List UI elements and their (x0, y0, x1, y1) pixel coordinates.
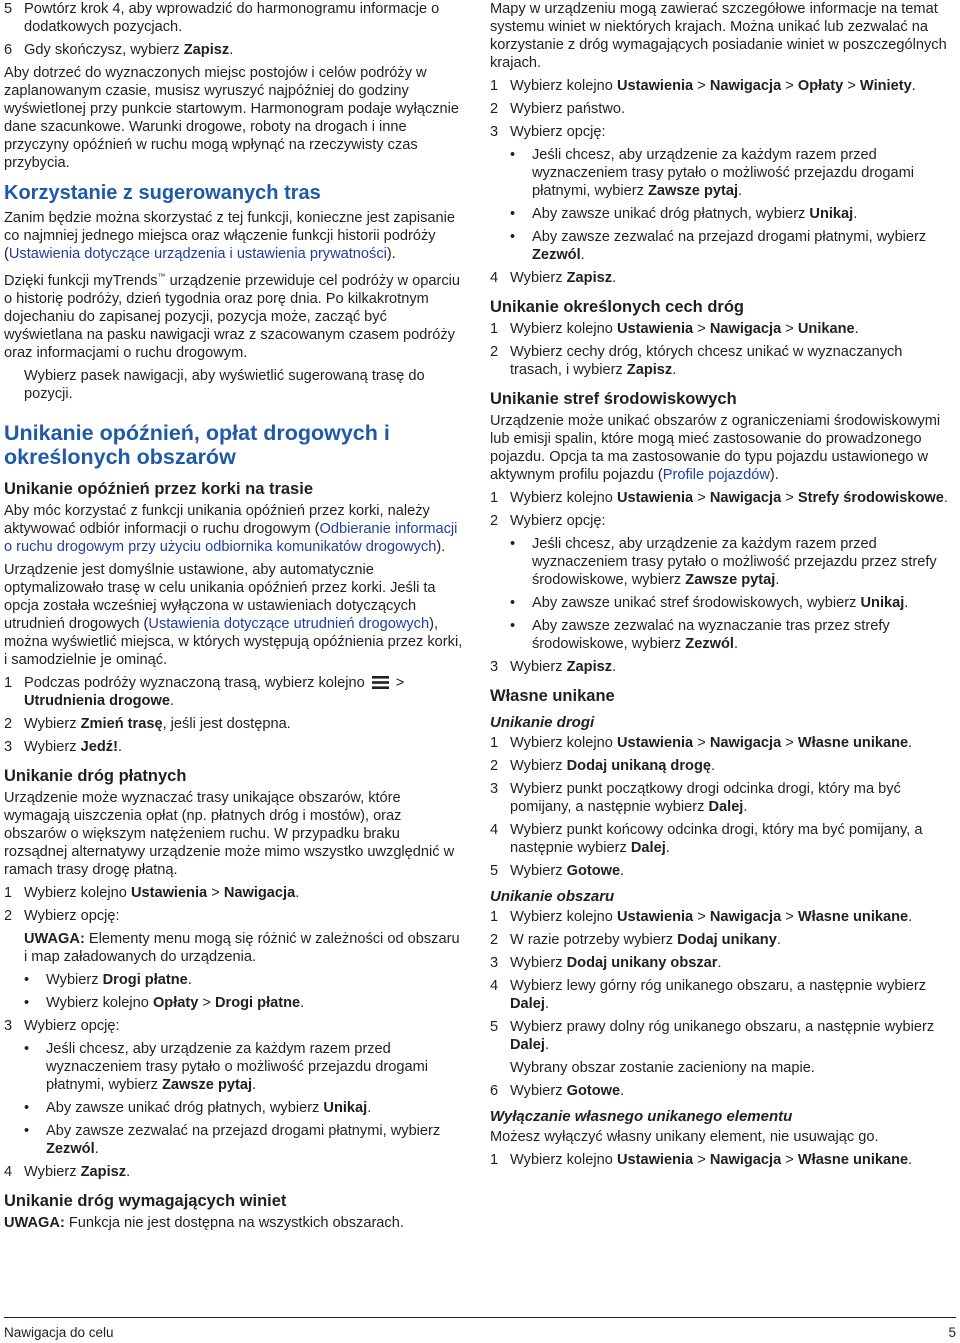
toll-heading: Unikanie dróg płatnych (4, 766, 187, 785)
disable-step-1: 1 Wybierz kolejno Ustawienia > Nawigacja > Własne unikane. (490, 1152, 913, 1168)
suggested-paragraph-3: Wybierz pasek nawigacji, aby wyświetlić sugerowaną trasę do pozycji. (24, 367, 425, 402)
traffic-paragraph-1: Aby móc korzystać z funkcji unikania opóźnień przez korki, należy aktywować odbiór informacji o ruchu drogowym (Odbieranie informacji o ruchu drogowym przy użyciu odbiornika komunikatów drogowych). (4, 502, 458, 555)
traffic-receiver-link[interactable]: Odbieranie informacji o ruchu drogowym przy użyciu odbiornika komunikatów drogowych (4, 520, 458, 555)
traffic-heading: Unikanie opóźnień przez korki na trasie (4, 479, 313, 498)
env-heading: Unikanie stref środowiskowych (490, 390, 737, 408)
vignette-step-2: 2 Wybierz państwo. (490, 101, 626, 117)
toll-bullet-1: • Wybierz Drogi płatne. (24, 971, 192, 988)
road-heading: Unikanie drogi (490, 714, 595, 731)
env-paragraph: Urządzenie może unikać obszarów z ograniczeniami środowiskowymi lub emisji spalin, które mogą mieć zastosowanie do prowadzonego pojazdu. Opcja ta ma zastosowanie do typu pojazdu ustawionego w aktywnym profilu pojazdu (Profile pojazdów). (490, 413, 941, 483)
vignette-note: UWAGA: Funkcja nie jest dostępna na wszystkich obszarach. (4, 1214, 404, 1231)
vignette-step-1: 1 Wybierz kolejno Ustawienia > Nawigacja > Opłaty > Winiety. (490, 78, 916, 94)
traffic-paragraph-2: Urządzenie jest domyślnie ustawione, aby automatycznie optymalizowało trasę w celu unikania opóźnień przez korki. Jeśli ta opcja została wcześniej wyłączona w ustawieniach dotyczących utrudnień drogowych (Ustawienia dotyczące utrudnień drogowych), można wyświetlić miejsca, w których występują opóźnienia przez korki, i samodzielnie je ominąć. (4, 561, 463, 668)
toll-paragraph: Urządzenie może wyznaczać trasy unikające obszarów, które wymagają uiszczenia opłat (np. płatnych dróg i mostów), oraz obszarów o większym natężeniem ruchu. W przypadku braku rozsądnej alternatywy urządzenie może mimo wszystko uwzględnić w ramach trasy drogę płatną. (4, 789, 455, 878)
road-step-5: 5 Wybierz Gotowe. (490, 863, 625, 879)
env-step-3: 3 Wybierz Zapisz. (490, 659, 617, 675)
area-step-5-note: Wybrany obszar zostanie zacieniony na mapie. (510, 1060, 815, 1076)
suggested-paragraph-2: Dzięki funkcji myTrends™ urządzenie przewiduje cel podróży w oparciu o historię podróży, dzień tygodnia oraz porę dnia. Po kilkakrotnym dojechaniu do zapisanej pozycji, pozycja może, zacząć być wyświetlana na pasku nawigacji wraz z szacowanym czasem podróży oraz informacjami o ruchu drogowym. (4, 272, 461, 361)
suggested-paragraph-1: Zanim będzie można skorzystać z tej funkcji, konieczne jest zapisanie co najmniej jednego miejsca oraz włączenie funkcji historii podróży (Ustawienia dotyczące urządzenia i ustawienia prywatności). (4, 210, 455, 262)
toll-bullet-2: • Wybierz kolejno Opłaty > Drogi płatne. (24, 994, 305, 1011)
env-choice-3: • Aby zawsze zezwalać na wyznaczanie tras przez strefy środowiskowe, wybierz Zezwól. (510, 618, 890, 652)
env-choice-1: • Jeśli chcesz, aby urządzenie za każdym razem przed wyznaczeniem trasy pytało o możliwość przejazdu przez strefy środowiskowe, wybierz Zawsze pytaj. (510, 536, 937, 588)
custom-heading: Własne unikane (490, 687, 615, 705)
traffic-step-2: 2 Wybierz Zmień trasę, jeśli jest dostępna. (4, 715, 291, 732)
arrival-paragraph: Aby dotrzeć do wyznaczonych miejsc postojów i celów podróży w zaplanowanym czasie, musisz wyruszyć najpóźniej do godziny wyświetlonej przy punkcie startowym. Harmonogram podaje wyłącznie dane szacunkowe. Warunki drogowe, roboty na drogach i inne przyczyny opóźnień w ruchu mogą wpłynąć na rzeczywisty czas przybycia. (4, 65, 460, 171)
menu-icon (372, 676, 389, 689)
road-step-4: 4 Wybierz punkt końcowy odcinka drogi, który ma być pomijany, a następnie wybierz Dalej. (490, 822, 923, 856)
toll-choice-3: • Aby zawsze zezwalać na przejazd drogami płatnymi, wybierz Zezwól. (24, 1122, 441, 1157)
vignette-heading: Unikanie dróg wymagających winiet (4, 1191, 287, 1210)
area-step-5: 5 Wybierz prawy dolny róg unikanego obszaru, a następnie wybierz Dalej. (490, 1019, 935, 1053)
area-heading: Unikanie obszaru (490, 888, 615, 905)
vignette-choice-2: • Aby zawsze unikać dróg płatnych, wybierz Unikaj. (510, 206, 858, 222)
page-number: 5 (948, 1325, 956, 1340)
traffic-step-3: 3 Wybierz Jedź!. (4, 738, 123, 755)
vignette-choice-3: • Aby zawsze zezwalać na przejazd drogami płatnymi, wybierz Zezwól. (510, 229, 927, 263)
disable-paragraph: Możesz wyłączyć własny unikany element, nie usuwając go. (490, 1129, 879, 1145)
vignette-choice-1: • Jeśli chcesz, aby urządzenie za każdym razem przed wyznaczeniem trasy pytało o możliwość przejazdu drogami płatnymi, wybierz Zawsze pytaj. (510, 147, 915, 199)
vehicle-profiles-link[interactable]: Profile pojazdów (662, 467, 770, 483)
suggested-routes-heading: Korzystanie z sugerowanych tras (4, 182, 321, 204)
toll-note: UWAGA: Elementy menu mogą się różnić w zależności od obszaru i map załadowanych do urządzenia. (24, 930, 460, 965)
features-heading: Unikanie określonych cech dróg (490, 298, 744, 316)
area-step-3: 3 Wybierz Dodaj unikany obszar. (490, 955, 722, 971)
left-column (4, 0, 466, 1237)
step-6: 6 Gdy skończysz, wybierz Zapisz. (4, 42, 234, 58)
traffic-step-1: 1 Podczas podróży wyznaczoną trasą, wybierz kolejno > Utrudnienia drogowe. (4, 674, 405, 709)
vignette-step-4: 4 Wybierz Zapisz. (490, 270, 617, 286)
toll-choice-2: • Aby zawsze unikać dróg płatnych, wybierz Unikaj. (24, 1099, 372, 1116)
page-footer (4, 1317, 956, 1342)
vignette-paragraph: Mapy w urządzeniu mogą zawierać szczegółowe informacje na temat systemu winiet w niektórych krajach. Można unikać lub zezwalać na korzystanie z dróg wymagających posiadanie winiet w poszczególnych krajach. (490, 1, 947, 71)
road-step-3: 3 Wybierz punkt początkowy drogi odcinka drogi, który ma być pomijany, a następnie wybierz Dalej. (490, 781, 901, 815)
features-step-2: 2 Wybierz cechy dróg, których chcesz unikać w wyznaczanych trasach, i wybierz Zapisz. (490, 344, 903, 378)
disable-heading: Wyłączanie własnego unikanego elementu (490, 1108, 793, 1125)
area-step-4: 4 Wybierz lewy górny róg unikanego obszaru, a następnie wybierz Dalej. (490, 978, 927, 1012)
toll-choice-1: • Jeśli chcesz, aby urządzenie za każdym razem przed wyznaczeniem trasy pytało o możliwość przejazdu drogami płatnymi, wybierz Zawsze pytaj. (24, 1040, 429, 1093)
env-step-1: 1 Wybierz kolejno Ustawienia > Nawigacja > Strefy środowiskowe. (490, 490, 948, 506)
features-step-1: 1 Wybierz kolejno Ustawienia > Nawigacja > Unikane. (490, 321, 859, 337)
toll-step-2: 2 Wybierz opcję: (4, 907, 120, 924)
area-step-1: 1 Wybierz kolejno Ustawienia > Nawigacja > Własne unikane. (490, 909, 913, 925)
traffic-settings-link[interactable]: Ustawienia dotyczące utrudnień drogowych (148, 615, 430, 632)
toll-step-3: 3 Wybierz opcję: (4, 1017, 120, 1034)
area-step-2: 2 W razie potrzeby wybierz Dodaj unikany. (490, 932, 781, 948)
env-step-2: 2 Wybierz opcję: (490, 513, 606, 529)
vignette-step-3: 3 Wybierz opcję: (490, 124, 606, 140)
road-step-1: 1 Wybierz kolejno Ustawienia > Nawigacja > Własne unikane. (490, 735, 913, 751)
footer-section-title: Nawigacja do celu (4, 1325, 114, 1340)
road-step-2: 2 Wybierz Dodaj unikaną drogę. (490, 758, 716, 774)
step-5: 5 Powtórz krok 4, aby wprowadzić do harmonogramu informacje o dodatkowych pozycjach. (4, 1, 440, 35)
avoid-heading: Unikanie opóźnień, opłat drogowych i określonych obszarów (4, 420, 390, 469)
toll-step-4: 4 Wybierz Zapisz. (4, 1163, 131, 1180)
privacy-settings-link[interactable]: Ustawienia dotyczące urządzenia i ustawienia prywatności (8, 246, 387, 262)
toll-step-1: 1 Wybierz kolejno Ustawienia > Nawigacja. (4, 884, 300, 901)
env-choice-2: • Aby zawsze unikać stref środowiskowych, wybierz Unikaj. (510, 595, 909, 611)
area-step-6: 6 Wybierz Gotowe. (490, 1083, 625, 1099)
right-column (490, 0, 952, 1174)
